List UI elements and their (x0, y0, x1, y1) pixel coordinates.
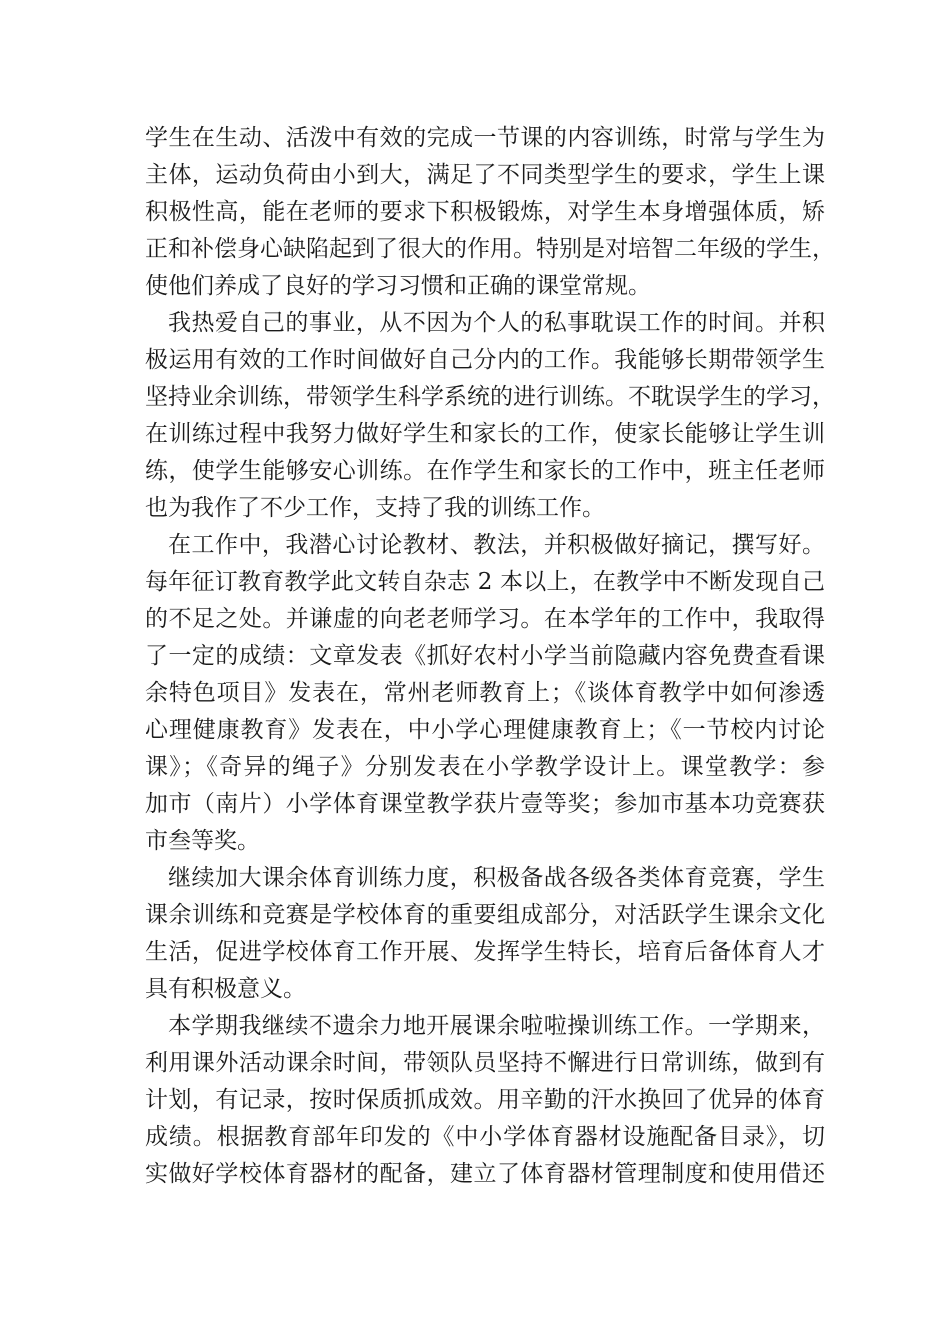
paragraph-2 (145, 305, 835, 527)
text-line: 也为我作了不少工作，支持了我的训练工作。 (145, 495, 605, 521)
text-line: 主体，运动负荷由小到大，满足了不同类型学生的要求，学生上课 (145, 162, 825, 188)
text-line: 实做好学校体育器材的配备，建立了体育器材管理制度和使用借还 (145, 1161, 825, 1187)
text-line: 在工作中，我潜心讨论教材、教法，并积极做好摘记，撰写好。 (168, 532, 825, 558)
paragraph-4 (145, 860, 825, 1008)
document-body (145, 120, 835, 1193)
text-line: 计划，有记录，按时保质抓成效。用辛勤的汗水换回了优异的体育 (145, 1087, 825, 1113)
text-line: 继续加大课余体育训练力度，积极备战各级各类体育竞赛，学生 (168, 865, 825, 891)
paragraph-3 (145, 527, 825, 860)
paragraph-5 (145, 1008, 825, 1193)
text-line: 加市（南片）小学体育课堂教学获片壹等奖；参加市基本功竞赛获 (145, 791, 825, 817)
text-line: 利用课外活动课余时间，带领队员坚持不懈进行日常训练，做到有 (145, 1050, 825, 1076)
text-line: 的不足之处。并谦虚的向老老师学习。在本学年的工作中，我取得 (145, 606, 825, 632)
text-line: 市叁等奖。 (145, 828, 260, 854)
text-line: 课余训练和竞赛是学校体育的重要组成部分，对活跃学生课余文化 (145, 902, 825, 928)
text-line: 本学期我继续不遗余力地开展课余啦啦操训练工作。一学期来， (168, 1013, 825, 1039)
text-line: 具有积极意义。 (145, 976, 306, 1002)
text-line: 余特色项目》发表在，常州老师教育上；《谈体育教学中如何渗透 (145, 680, 825, 706)
text-line: 了一定的成绩：文章发表《抓好农村小学当前隐藏内容免费查看课 (145, 643, 825, 669)
text-line: 极运用有效的工作时间做好自己分内的工作。我能够长期带领学生 (145, 347, 825, 373)
text-line: 正和补偿身心缺陷起到了很大的作用。特别是对培智二年级的学生， (145, 236, 835, 262)
text-line: 成绩。根据教育部年印发的《中小学体育器材设施配备目录》，切 (145, 1124, 825, 1150)
paragraph-1 (145, 120, 835, 305)
text-line: 坚持业余训练，带领学生科学系统的进行训练。不耽误学生的学习， (145, 384, 835, 410)
text-line: 心理健康教育》发表在，中小学心理健康教育上；《一节校内讨论 (145, 717, 825, 743)
text-line: 积极性高，能在老师的要求下积极锻炼，对学生本身增强体质，矫 (145, 199, 825, 225)
text-line: 每年征订教育教学此文转自杂志 2 本以上，在教学中不断发现自己 (145, 569, 825, 595)
text-line: 练，使学生能够安心训练。在作学生和家长的工作中，班主任老师 (145, 458, 825, 484)
text-line: 在训练过程中我努力做好学生和家长的工作，使家长能够让学生训 (145, 421, 825, 447)
text-line: 使他们养成了良好的学习习惯和正确的课堂常规。 (145, 273, 651, 299)
text-line: 课》；《奇异的绳子》分别发表在小学教学设计上。课堂教学：参 (145, 754, 825, 780)
text-line: 学生在生动、活泼中有效的完成一节课的内容训练，时常与学生为 (145, 125, 825, 151)
text-line: 我热爱自己的事业，从不因为个人的私事耽误工作的时间。并积 (168, 310, 825, 336)
text-line: 生活，促进学校体育工作开展、发挥学生特长，培育后备体育人才 (145, 939, 825, 965)
